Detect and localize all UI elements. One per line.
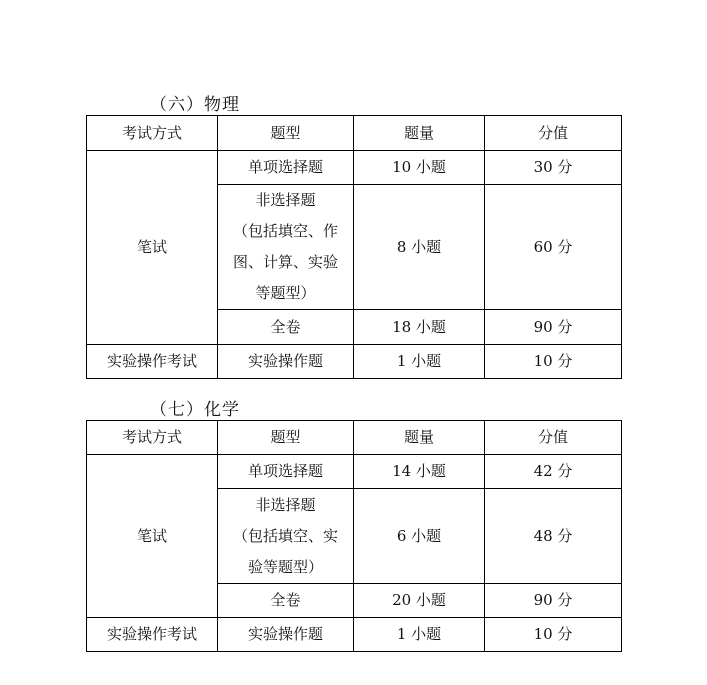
question-type: 单项选择题 — [218, 455, 354, 489]
question-count: 1 小题 — [354, 618, 485, 652]
question-count: 18 小题 — [354, 310, 485, 345]
question-count: 1 小题 — [354, 345, 485, 379]
question-type: 全卷 — [218, 310, 354, 345]
header-score: 分值 — [485, 116, 622, 151]
chemistry-section-title: （七）化学 — [150, 400, 240, 420]
score: 10 分 — [485, 345, 622, 379]
question-type: 实验操作题 — [218, 618, 354, 652]
table-row — [87, 151, 622, 185]
question-type-line: 验等题型） — [247, 557, 323, 576]
score: 48 分 — [485, 489, 622, 584]
header-question-type: 题型 — [218, 421, 354, 455]
table-row — [87, 618, 622, 652]
header-exam-mode: 考试方式 — [87, 421, 218, 455]
question-type-line: 非选择题 — [255, 191, 316, 209]
question-count: 6 小题 — [354, 489, 485, 584]
question-type-line: （包括填空、作 — [232, 222, 338, 240]
question-type — [218, 489, 354, 584]
physics-header-row — [87, 116, 622, 151]
question-type-line: 等题型） — [255, 284, 316, 302]
question-type — [218, 185, 354, 310]
physics-exam-table — [86, 115, 622, 379]
score: 60 分 — [485, 185, 622, 310]
written-exam-label: 笔试 — [87, 455, 218, 618]
score: 90 分 — [485, 584, 622, 618]
written-exam-label: 笔试 — [87, 151, 218, 345]
header-exam-mode: 考试方式 — [87, 116, 218, 151]
table-row — [87, 345, 622, 379]
score: 30 分 — [485, 151, 622, 185]
score: 10 分 — [485, 618, 622, 652]
lab-exam-label: 实验操作考试 — [87, 345, 218, 379]
table-row — [87, 455, 622, 489]
header-question-type: 题型 — [218, 116, 354, 151]
chemistry-header-row — [87, 421, 622, 455]
chemistry-exam-table — [86, 420, 622, 652]
question-type: 全卷 — [218, 584, 354, 618]
lab-exam-label: 实验操作考试 — [87, 618, 218, 652]
question-count: 20 小题 — [354, 584, 485, 618]
question-type-line: （包括填空、实 — [232, 526, 338, 545]
header-score: 分值 — [485, 421, 622, 455]
question-type-line: 非选择题 — [255, 495, 316, 514]
physics-section-title: （六）物理 — [150, 95, 240, 115]
question-count: 10 小题 — [354, 151, 485, 185]
question-type-line: 图、计算、实验 — [232, 253, 338, 271]
question-type: 实验操作题 — [218, 345, 354, 379]
question-count: 14 小题 — [354, 455, 485, 489]
score: 42 分 — [485, 455, 622, 489]
question-count: 8 小题 — [354, 185, 485, 310]
question-type: 单项选择题 — [218, 151, 354, 185]
score: 90 分 — [485, 310, 622, 345]
header-question-count: 题量 — [354, 116, 485, 151]
header-question-count: 题量 — [354, 421, 485, 455]
